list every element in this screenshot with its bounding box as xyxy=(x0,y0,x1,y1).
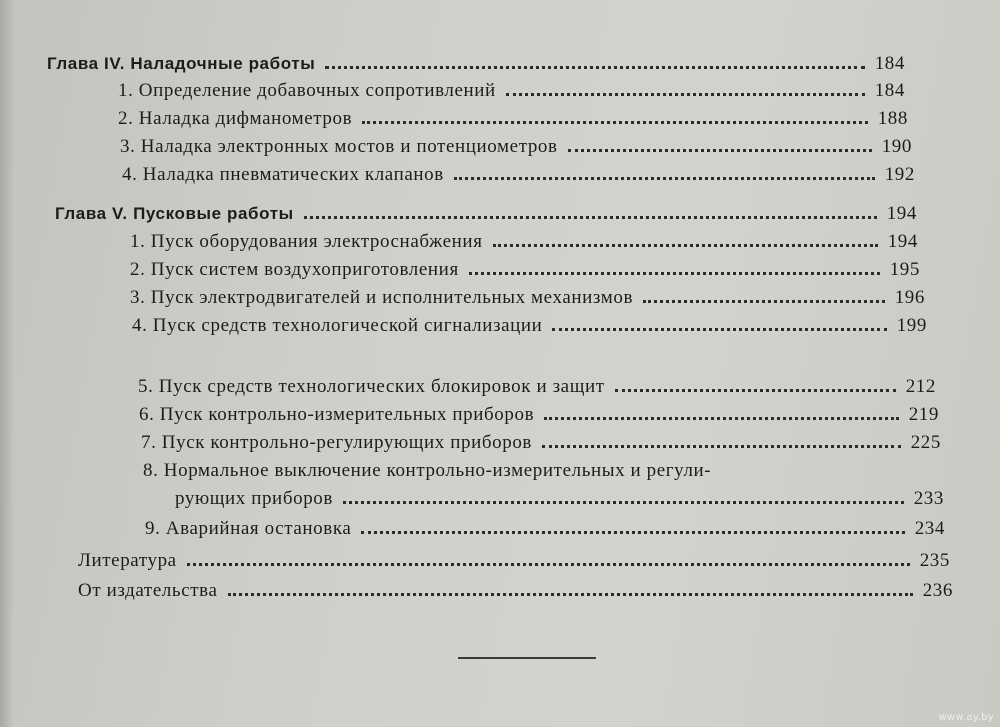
dot-leader xyxy=(325,66,864,69)
toc-item xyxy=(118,79,905,103)
toc-item xyxy=(139,403,939,427)
toc-title: 4. Наладка пневматических клапанов xyxy=(122,164,444,185)
toc-item xyxy=(120,135,912,159)
toc-page-number: 188 xyxy=(877,108,908,129)
toc-page-number: 234 xyxy=(914,518,945,539)
toc-item-continuation xyxy=(175,487,944,511)
toc-page-number: 190 xyxy=(881,136,912,157)
dot-leader xyxy=(493,244,878,247)
toc-item xyxy=(130,230,918,254)
toc-title: Глава IV. Наладочные работы xyxy=(47,54,316,73)
toc-page-number: 196 xyxy=(894,287,925,308)
toc-page-number: 199 xyxy=(896,315,927,336)
toc-item xyxy=(130,258,920,282)
toc-publisher xyxy=(78,579,953,603)
dot-leader xyxy=(361,531,904,534)
dot-leader xyxy=(187,563,910,566)
toc-item xyxy=(138,375,936,399)
toc-item xyxy=(141,431,941,455)
toc-title: 4. Пуск средств технологической сигнализации xyxy=(132,315,543,336)
toc-page-number: 219 xyxy=(908,404,939,425)
toc-title: 3. Пуск электродвигателей и исполнительных механизмов xyxy=(130,287,634,308)
toc-title: 7. Пуск контрольно-регулирующих приборов xyxy=(141,432,533,453)
dot-leader xyxy=(228,593,913,596)
toc-page-number: 233 xyxy=(913,488,944,509)
dot-leader xyxy=(552,328,886,331)
toc-page-number: 236 xyxy=(922,580,953,601)
toc-title: 5. Пуск средств технологических блокировок и защит xyxy=(138,376,605,397)
dot-leader xyxy=(542,445,901,448)
toc-page-number: 225 xyxy=(910,432,941,453)
toc-item xyxy=(122,163,915,187)
toc-title: рующих приборов xyxy=(175,488,333,509)
toc-title: 6. Пуск контрольно-измерительных приборов xyxy=(139,404,535,425)
watermark: www.ay.by xyxy=(938,712,994,723)
toc-page-number: 184 xyxy=(874,53,905,74)
toc-item xyxy=(145,517,945,541)
dot-leader xyxy=(362,121,868,124)
toc-page-number: 235 xyxy=(919,550,950,571)
dot-leader xyxy=(544,417,899,420)
toc-item-first-line: 8. Нормальное выключение контрольно-измерительных и регули- xyxy=(143,460,712,481)
dot-leader xyxy=(343,501,904,504)
dot-leader xyxy=(615,389,896,392)
toc-title: 1. Пуск оборудования электроснабжения xyxy=(130,231,483,252)
dot-leader xyxy=(454,177,875,180)
toc-page-number: 192 xyxy=(884,164,915,185)
end-rule xyxy=(458,657,596,659)
toc-page-number: 184 xyxy=(874,80,905,101)
toc-page-number: 194 xyxy=(886,203,917,224)
toc-item xyxy=(118,107,908,131)
toc-page-number: 212 xyxy=(905,376,936,397)
toc-title: 2. Наладка дифманометров xyxy=(118,108,353,129)
dot-leader xyxy=(568,149,872,152)
dot-leader xyxy=(506,93,865,96)
toc-title: От издательства xyxy=(78,580,218,601)
page-edge-shadow xyxy=(0,0,14,727)
toc-page-number: 194 xyxy=(887,231,918,252)
dot-leader xyxy=(469,272,880,275)
toc-item xyxy=(130,286,925,310)
toc-literature xyxy=(78,549,950,573)
toc-chapter-5 xyxy=(55,202,917,226)
dot-leader xyxy=(643,300,885,303)
toc-title: 2. Пуск систем воздухоприготовления xyxy=(130,259,459,280)
toc-item xyxy=(132,314,927,338)
toc-title: 3. Наладка электронных мостов и потенциометров xyxy=(120,136,558,157)
toc-title: 1. Определение добавочных сопротивлений xyxy=(118,80,496,101)
dot-leader xyxy=(304,216,877,219)
toc-title: Глава V. Пусковые работы xyxy=(55,204,294,223)
toc-chapter-4 xyxy=(47,52,905,76)
toc-page-number: 195 xyxy=(889,259,920,280)
toc-title: Литература xyxy=(78,550,177,571)
toc-title: 9. Аварийная остановка xyxy=(145,518,352,539)
